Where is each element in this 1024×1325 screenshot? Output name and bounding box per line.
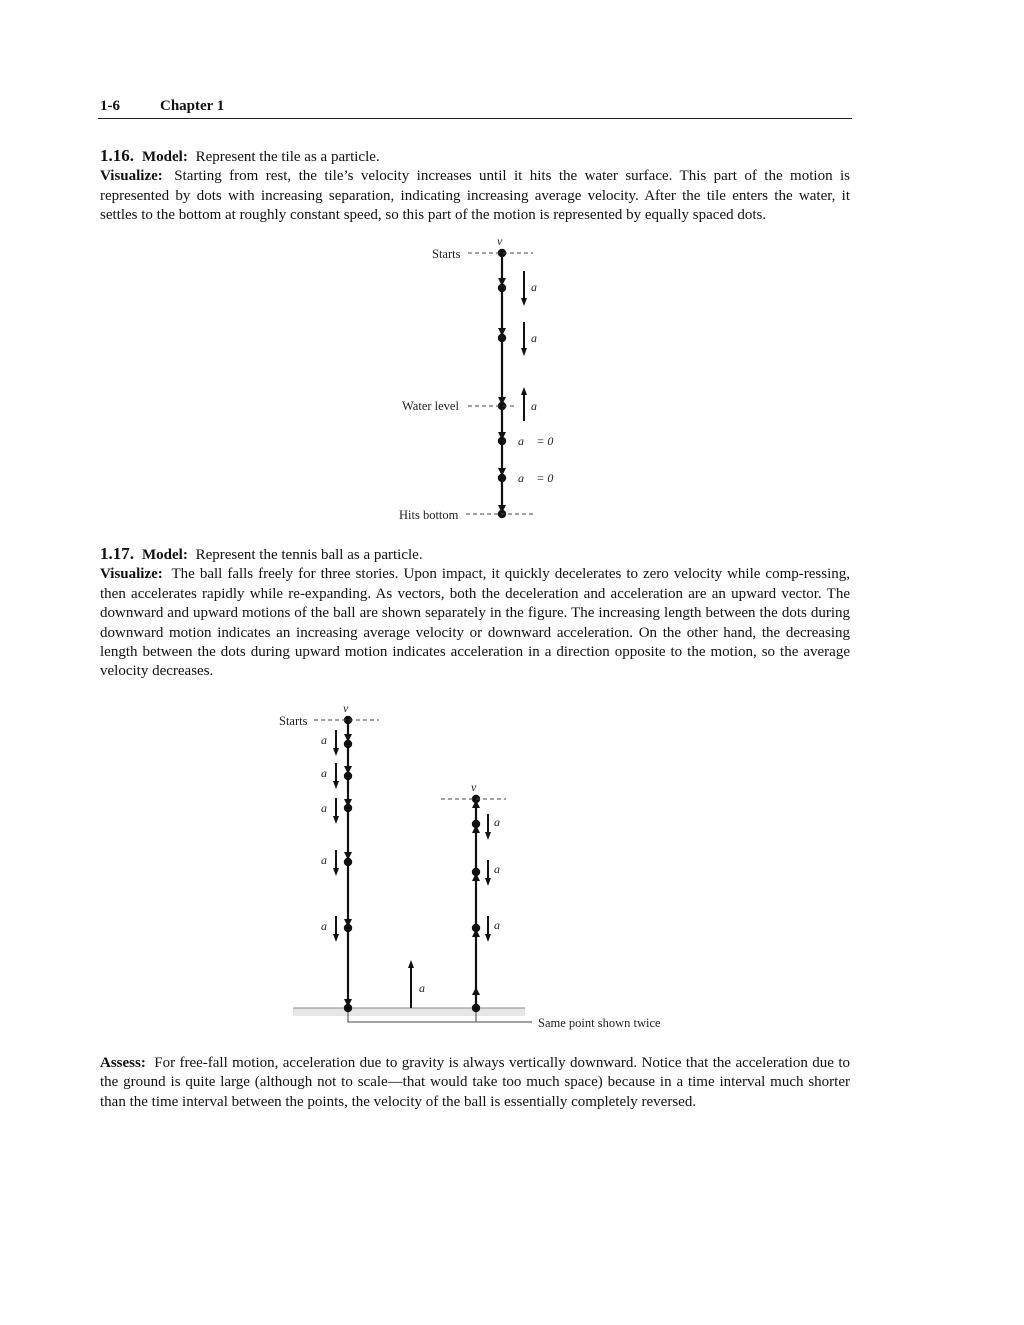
acceleration-label: a⃗ (321, 766, 337, 780)
zero-acceleration-label: a⃗ = 0⃗ (518, 434, 563, 448)
visualize-text: Starting from rest, the tile’s velocity increases until it hits the water surface. This part of the motion is represented by dots with increasing separation, indicating increasing average velocity. After the tile enters the water, it settles to the bottom at roughly constant speed, so this part of the motion is represented by equally spaced dots. (100, 168, 850, 224)
velocity-label: v⃗ (497, 234, 512, 248)
hits-bottom-label: Hits bottom (399, 508, 459, 522)
acceleration-label: a⃗ (321, 801, 337, 815)
velocity-label: v⃗ (343, 701, 358, 715)
chapter-title: Chapter 1 (160, 98, 225, 114)
acceleration-label: a⃗ (494, 918, 510, 932)
assess-label: Assess: (100, 1055, 146, 1071)
visualize-text: The ball falls freely for three stories. Upon impact, it quickly decelerates to zero velocity while comp-ressing, then accelerates rapidly while re-expanding. As vectors, both the deceleration and acceleration are an upward vector. The downward and upward motions of the ball are shown separately in the figure. The increasing length between the dots during downward motion indicates an increasing average velocity or downward acceleration. On the other hand, the decreasing length between the dots during upward motion indicates acceleration in a direction opposite to the motion, so the average velocity decreases. (100, 566, 850, 680)
model-label: Model: (142, 547, 188, 563)
starts-label: Starts (432, 247, 461, 261)
tile-motion-diagram (399, 234, 563, 522)
velocity-label: v⃗ (471, 780, 486, 794)
model-label: Model: (142, 149, 188, 165)
acceleration-label: a⃗ (494, 815, 510, 829)
water-level-label: Water level (402, 399, 459, 413)
tennis-ball-motion-diagram (279, 701, 661, 1030)
starts-label: Starts (279, 714, 308, 728)
model-text: Represent the tile as a particle. (195, 149, 380, 165)
acceleration-label: a⃗ (531, 399, 547, 413)
page-number: 1-6 (100, 98, 120, 114)
problem-number: 1.17. (100, 544, 134, 563)
acceleration-label: a⃗ (531, 280, 547, 294)
ground-surface (293, 1008, 525, 1016)
zero-acceleration-label: a⃗ = 0⃗ (518, 471, 563, 485)
acceleration-label: a⃗ (321, 853, 337, 867)
assess-text: For free-fall motion, acceleration due to gravity is always vertically downward. Notice that the acceleration due to the ground is quite large (although not to scale—that would take too much space) because in a time interval much shorter than the time interval between the points, the velocity of the ball is essentially completely reversed. (100, 1055, 850, 1110)
acceleration-label: a⃗ (531, 331, 547, 345)
acceleration-label: a⃗ (419, 981, 435, 995)
acceleration-label: a⃗ (494, 862, 510, 876)
acceleration-label: a⃗ (321, 919, 337, 933)
acceleration-label: a⃗ (321, 733, 337, 747)
visualize-label: Visualize: (100, 168, 163, 185)
problem-number: 1.16. (100, 146, 134, 165)
model-text: Represent the tennis ball as a particle. (195, 547, 423, 563)
same-point-label: Same point shown twice (538, 1016, 661, 1030)
visualize-label: Visualize: (100, 566, 163, 583)
